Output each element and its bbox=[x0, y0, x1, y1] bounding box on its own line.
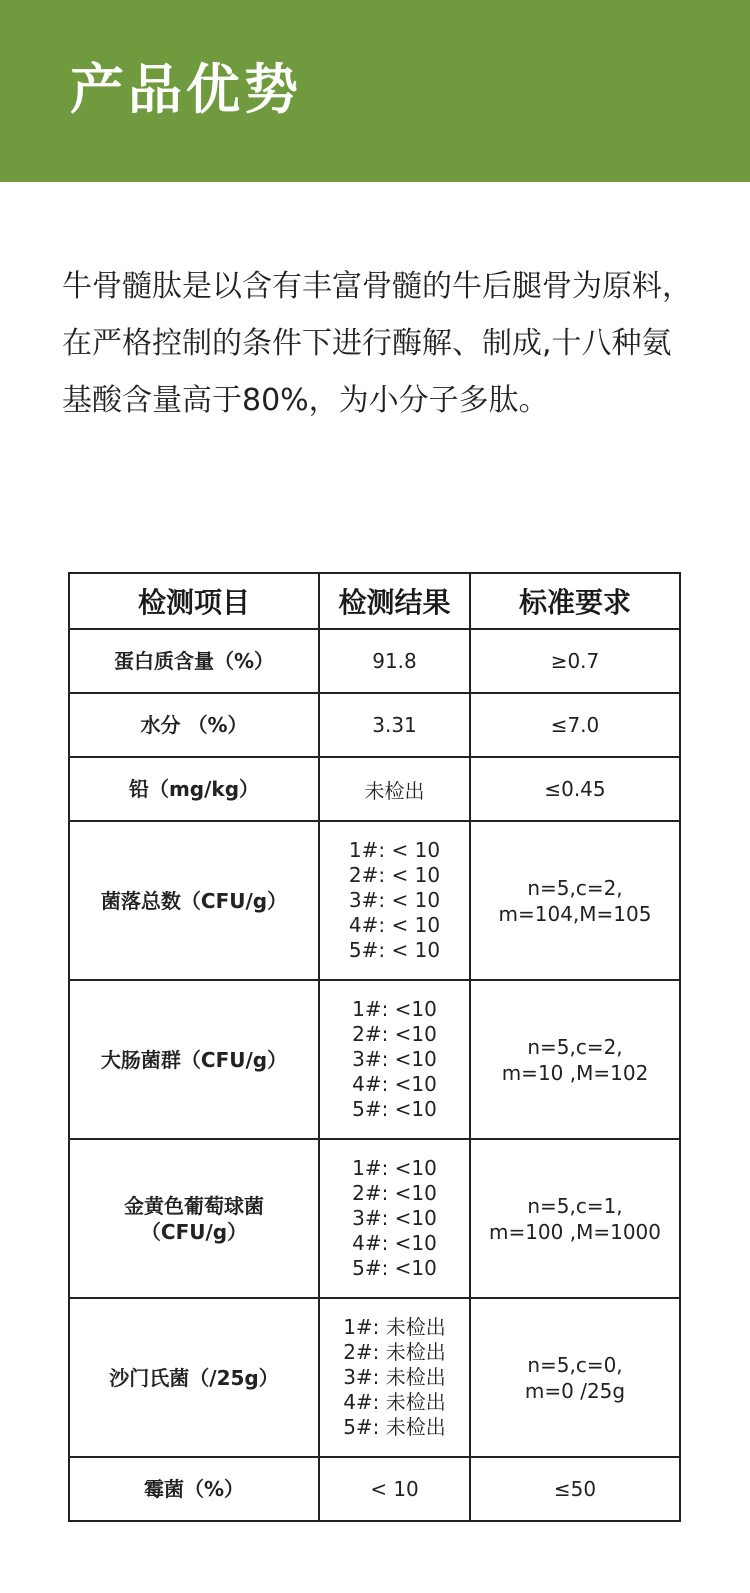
table-row bbox=[69, 1298, 680, 1457]
standard-cell: ≥0.7 bbox=[470, 629, 680, 693]
result-list: 1#: <10 2#: <10 3#: <10 4#: <10 5#: <10 bbox=[352, 1156, 437, 1280]
header-banner bbox=[0, 0, 750, 182]
table-row bbox=[69, 980, 680, 1139]
result-cell bbox=[319, 1298, 470, 1457]
standard-cell: n=5,c=2, m=10 ,M=102 bbox=[470, 980, 680, 1139]
item-cell: 沙门氏菌（/25g） bbox=[69, 1298, 319, 1457]
item-cell: 菌落总数（CFU/g） bbox=[69, 821, 319, 980]
item-cell: 霉菌（%） bbox=[69, 1457, 319, 1521]
table-row bbox=[69, 1457, 680, 1521]
result-cell bbox=[319, 980, 470, 1139]
result-cell: 91.8 bbox=[319, 629, 470, 693]
item-cell: 水分 （%） bbox=[69, 693, 319, 757]
table-row bbox=[69, 693, 680, 757]
standard-cell: ≤50 bbox=[470, 1457, 680, 1521]
table-row bbox=[69, 757, 680, 821]
table-header-row bbox=[69, 573, 680, 629]
standard-cell: n=5,c=1, m=100 ,M=1000 bbox=[470, 1139, 680, 1298]
item-cell: 铅（mg/kg） bbox=[69, 757, 319, 821]
result-list: 1#: < 10 2#: < 10 3#: < 10 4#: < 10 5#: < 10 bbox=[348, 838, 441, 962]
result-cell bbox=[319, 1139, 470, 1298]
header-standard: 标准要求 bbox=[470, 573, 680, 629]
result-cell: 3.31 bbox=[319, 693, 470, 757]
result-cell: 未检出 bbox=[319, 757, 470, 821]
page-title: 产品优势 bbox=[70, 58, 302, 121]
standard-cell: ≤7.0 bbox=[470, 693, 680, 757]
table-row bbox=[69, 629, 680, 693]
item-cell: 大肠菌群（CFU/g） bbox=[69, 980, 319, 1139]
item-cell: 蛋白质含量（%） bbox=[69, 629, 319, 693]
table-row bbox=[69, 821, 680, 980]
inspection-table bbox=[68, 572, 681, 1522]
table-row bbox=[69, 1139, 680, 1298]
result-cell bbox=[319, 821, 470, 980]
standard-cell: ≤0.45 bbox=[470, 757, 680, 821]
header-result: 检测结果 bbox=[319, 573, 470, 629]
standard-cell: n=5,c=0, m=0 /25g bbox=[470, 1298, 680, 1457]
item-cell: 金黄色葡萄球菌 （CFU/g） bbox=[69, 1139, 319, 1298]
result-list: 1#: <10 2#: <10 3#: <10 4#: <10 5#: <10 bbox=[352, 997, 437, 1121]
result-cell: < 10 bbox=[319, 1457, 470, 1521]
result-list: 1#: 未检出 2#: 未检出 3#: 未检出 4#: 未检出 5#: 未检出 bbox=[343, 1315, 446, 1439]
header-item: 检测项目 bbox=[69, 573, 319, 629]
intro-paragraph: 牛骨髓肽是以含有丰富骨髓的牛后腿骨为原料，在严格控制的条件下进行酶解、制成,十八种氨基酸含量高于80%，为小分子多肽。 bbox=[62, 269, 692, 418]
standard-cell: n=5,c=2, m=104,M=105 bbox=[470, 821, 680, 980]
